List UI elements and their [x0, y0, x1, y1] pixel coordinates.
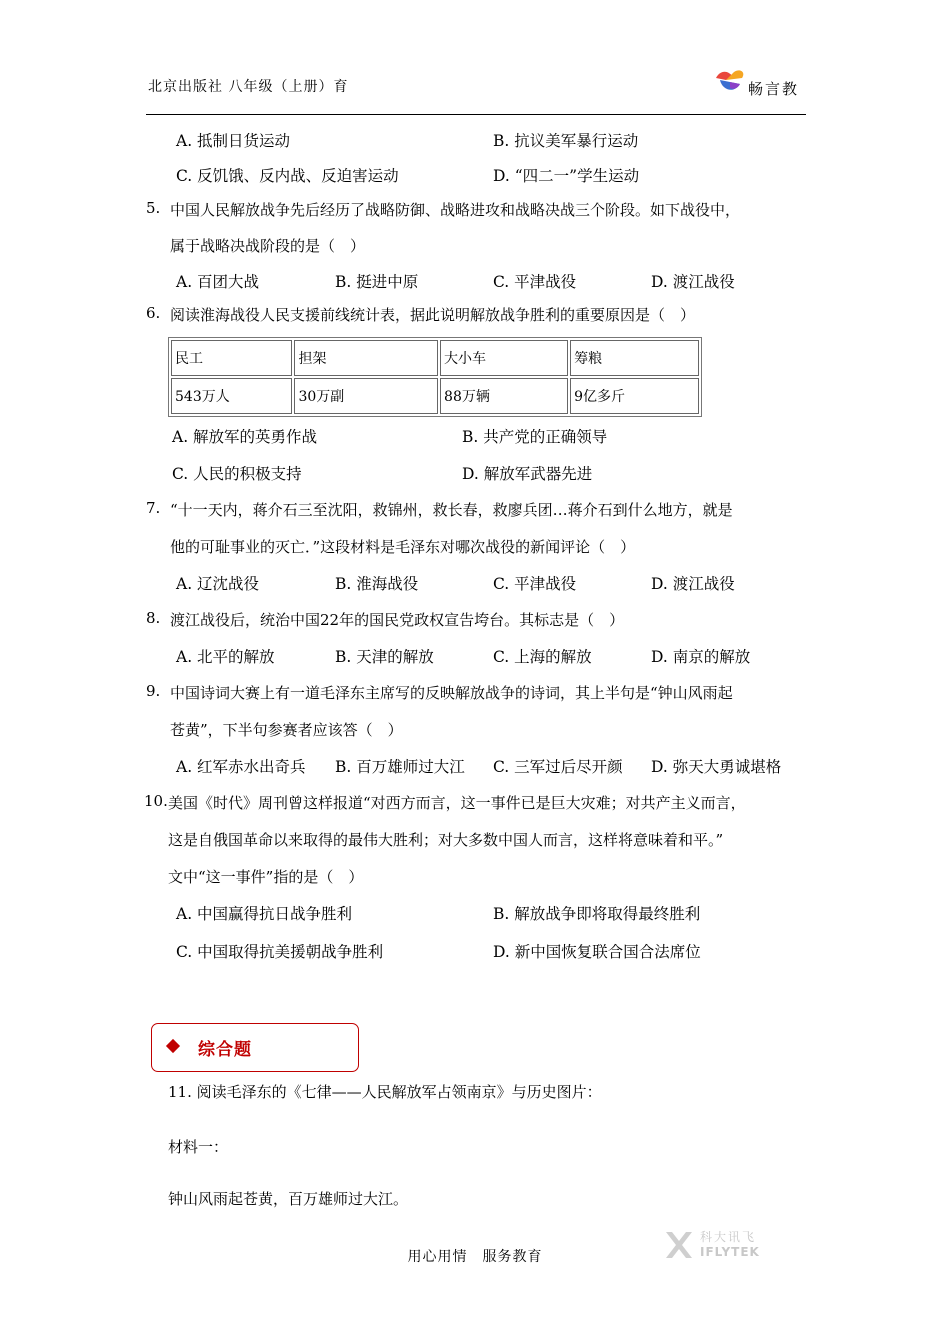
q5-option-a: A. 百团大战 [176, 273, 260, 291]
q5-number: 5. [146, 199, 161, 217]
q10-stem-line2: 这是自俄国革命以来取得的最伟大胜利；对大多数中国人而言，这样将意味着和平。” [168, 831, 724, 849]
q8-option-b: B. 天津的解放 [335, 648, 434, 666]
q10-option-c: C. 中国取得抗美援朝战争胜利 [176, 943, 384, 961]
iflytek-x-icon [662, 1228, 696, 1262]
q7-option-b: B. 淮海战役 [335, 575, 419, 593]
q7-number: 7. [146, 499, 161, 517]
iflytek-logo-en: IFLYTEK [700, 1245, 760, 1259]
q9-stem-line2: 苍黄”，下半句参赛者应该答（ ） [170, 721, 403, 739]
q5-option-b: B. 挺进中原 [335, 273, 419, 291]
q8-stem-line1: 渡江战役后，统治中国22年的国民党政权宣告垮台。其标志是（ ） [170, 611, 625, 629]
q8-option-c: C. 上海的解放 [493, 648, 592, 666]
q8-number: 8. [146, 609, 161, 627]
q11-poem-line: 钟山风雨起苍黄，百万雄师过大江。 [168, 1190, 409, 1208]
q9-option-a: A. 红军赤水出奇兵 [176, 758, 306, 776]
q6-option-a: A. 解放军的英勇作战 [172, 428, 318, 446]
q8-option-a: A. 北平的解放 [176, 648, 275, 666]
q10-option-b: B. 解放战争即将取得最终胜利 [493, 905, 701, 923]
q5-stem-line2: 属于战略决战阶段的是（ ） [170, 237, 366, 255]
table-cell: 9亿多斤 [570, 378, 699, 414]
q7-option-c: C. 平津战役 [493, 575, 577, 593]
table-header-cell: 筹粮 [570, 340, 699, 376]
header-brand: 畅言教 [748, 80, 800, 98]
q5-option-d: D. 渡江战役 [651, 273, 735, 291]
q6-stem-line1: 阅读淮海战役人民支援前线统计表，据此说明解放战争胜利的重要原因是（ ） [170, 306, 696, 324]
table-row [171, 378, 699, 414]
q10-stem-line3: 文中“这一事件”指的是（ ） [168, 868, 364, 886]
header-divider [146, 114, 806, 115]
q11-material-label: 材料一： [168, 1138, 229, 1156]
q6-option-d: D. 解放军武器先进 [462, 465, 593, 483]
q10-stem-line1: 美国《时代》周刊曾这样报道“对西方而言，这一事件已是巨大灾难；对共产主义而言， [168, 794, 746, 812]
q6-number: 6. [146, 304, 161, 322]
q9-option-b: B. 百万雄师过大江 [335, 758, 465, 776]
q9-option-d: D. 弥天大勇诚堪格 [651, 758, 782, 776]
q8-option-d: D. 南京的解放 [651, 648, 751, 666]
q10-option-d: D. 新中国恢复联合国合法席位 [493, 943, 701, 961]
table-header-row [171, 340, 699, 376]
q10-number: 10. [144, 792, 168, 810]
q9-number: 9. [146, 682, 161, 700]
table-header-cell: 大小车 [440, 340, 568, 376]
table-header-cell: 民工 [171, 340, 292, 376]
q5-option-c: C. 平津战役 [493, 273, 577, 291]
section-header-box [151, 1023, 359, 1072]
q4-option-a: A. 抵制日货运动 [176, 132, 291, 150]
bird-logo-icon [712, 66, 748, 96]
table-cell: 88万辆 [440, 378, 568, 414]
iflytek-logo [662, 1228, 772, 1262]
q9-stem-line1: 中国诗词大赛上有一道毛泽东主席写的反映解放战争的诗词，其上半句是“钟山风雨起 [170, 684, 733, 702]
table-cell: 30万副 [294, 378, 438, 414]
q4-option-b: B. 抗议美军暴行运动 [493, 132, 639, 150]
header-publisher: 北京出版社 八年级（上册）育 [148, 79, 349, 95]
q4-option-d: D. “四二一”学生运动 [493, 167, 640, 185]
q11-stem-line1: 11. 阅读毛泽东的《七律——人民解放军占领南京》与历史图片： [168, 1083, 602, 1101]
table-header-cell: 担架 [294, 340, 438, 376]
q7-option-a: A. 辽沈战役 [176, 575, 260, 593]
table-cell: 543万人 [171, 378, 292, 414]
footer-slogan: 用心用情 服务教育 [407, 1249, 543, 1265]
q5-stem-line1: 中国人民解放战争先后经历了战略防御、战略进攻和战略决战三个阶段。如下战役中， [170, 201, 741, 219]
section-title: 综合题 [198, 1040, 252, 1060]
q7-stem-line1: “十一天内，蒋介石三至沈阳，救锦州，救长春，救廖兵团…蒋介石到什么地方，就是 [170, 501, 733, 519]
q7-option-d: D. 渡江战役 [651, 575, 735, 593]
q7-stem-line2: 他的可耻事业的灭亡．”这段材料是毛泽东对哪次战役的新闻评论（ ） [170, 538, 636, 556]
q6-option-b: B. 共产党的正确领导 [462, 428, 608, 446]
q6-option-c: C. 人民的积极支持 [172, 465, 302, 483]
q9-option-c: C. 三军过后尽开颜 [493, 758, 623, 776]
support-statistics-table [168, 337, 702, 417]
q4-option-c: C. 反饥饿、反内战、反迫害运动 [176, 167, 399, 185]
q10-option-a: A. 中国赢得抗日战争胜利 [176, 905, 353, 923]
iflytek-logo-cn: 科大讯飞 [700, 1230, 757, 1244]
